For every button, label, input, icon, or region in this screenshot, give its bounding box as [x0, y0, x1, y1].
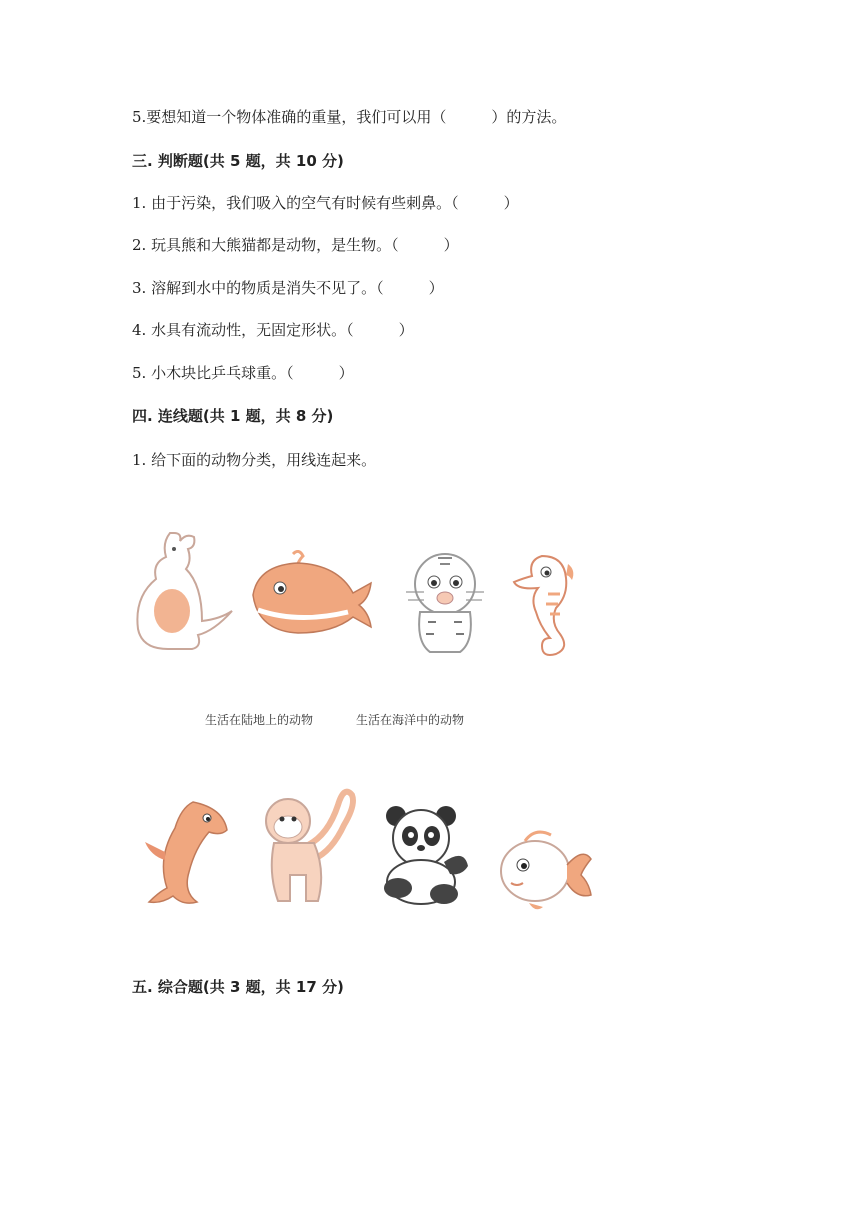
whale-icon — [248, 550, 378, 635]
dolphin-icon — [133, 792, 233, 912]
section-heading: 三. 判断题(共 5 题，共 10 分) — [132, 152, 344, 170]
question-text: 4. 水具有流动性，无固定形状。（ ） — [132, 321, 414, 339]
question-text: 2. 玩具熊和大熊猫都是动物，是生物。（ ） — [132, 236, 459, 254]
question-text: 3. 溶解到水中的物质是消失不见了。（ ） — [132, 279, 444, 297]
section-heading: 四. 连线题(共 1 题，共 8 分) — [132, 407, 334, 425]
section-heading: 五. 综合题(共 3 题，共 17 分) — [132, 978, 344, 996]
tiger-icon — [398, 548, 493, 658]
category-label-land: 生活在陆地上的动物 — [205, 713, 314, 727]
question-text: 1. 由于污染，我们吸入的空气有时候有些刺鼻。（ ） — [132, 194, 519, 212]
question-text: 5.要想知道一个物体准确的重量，我们可以用（ ）的方法。 — [132, 108, 567, 126]
category-label-sea: 生活在海洋中的动物 — [356, 713, 465, 727]
fish-icon — [495, 825, 595, 915]
panda-icon — [376, 802, 476, 907]
question-text: 5. 小木块比乒乓球重。（ ） — [132, 364, 354, 382]
seahorse-icon — [512, 550, 582, 660]
question-text: 1. 给下面的动物分类，用线连起来。 — [132, 451, 377, 469]
monkey-icon — [248, 785, 358, 910]
kangaroo-icon — [130, 525, 235, 655]
